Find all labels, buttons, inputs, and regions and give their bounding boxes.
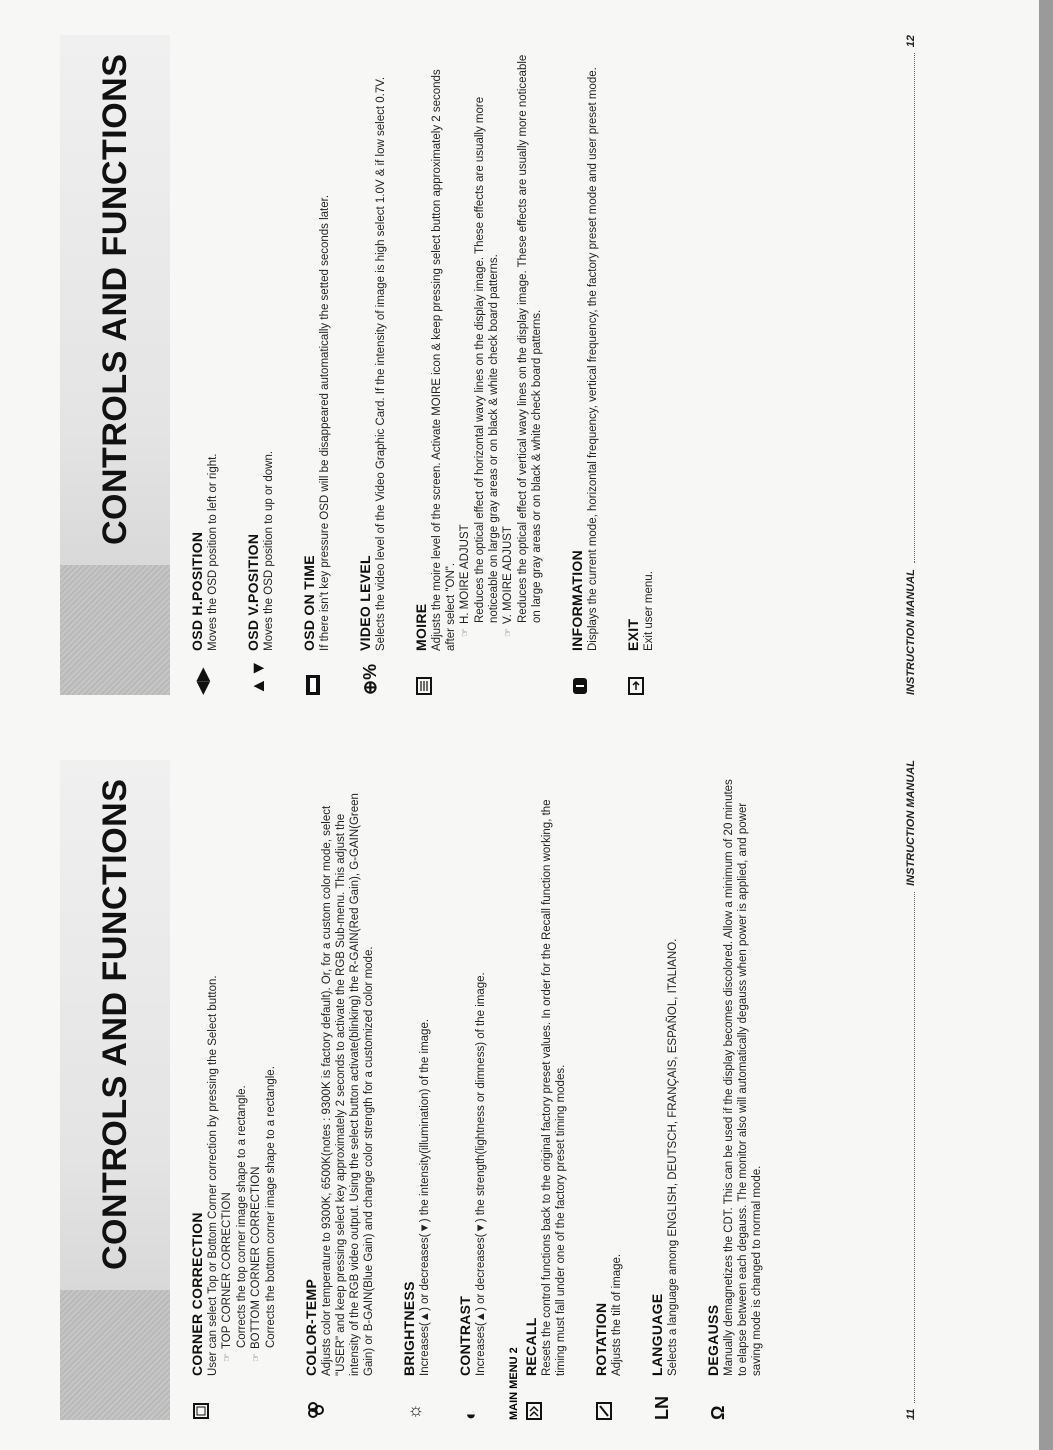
- entry-title: RECALL: [523, 1317, 539, 1376]
- information-icon: [570, 651, 600, 695]
- brightness-icon: ☼: [404, 1403, 424, 1420]
- sub-label: V. MOIRE ADJUST: [502, 526, 514, 625]
- entry-moire: MOIRE Adjusts the moire level of the screen. Activate MOIRE icon & keep pressing select button approximately 2 seconds after select "ON". ☞H. MOIRE ADJUST Reduces the optical effect of horizontal wavy lines on the display image. These effects are usually more noticeable on large gray areas or on black & white check board patterns. ☞V. MOIRE ADJUST Reduces the optical effect of vertical wavy lines on the display image. These effects are usually more noticeable on large gray areas or on black & white check board patterns.: [414, 45, 544, 695]
- contrast-icon: ◐: [460, 1409, 480, 1420]
- sub-label: TOP CORNER CORRECTION: [221, 1192, 233, 1350]
- rotation-icon: [594, 1376, 624, 1420]
- entry-text: Moves the OSD position to left or right.: [207, 453, 219, 651]
- entry-list: [190, 45, 682, 695]
- entry-color-temp: [304, 770, 376, 1420]
- video-level-icon: ⊕%: [360, 663, 380, 695]
- page-left: [0, 725, 1053, 1450]
- page-footer: [905, 35, 917, 695]
- entry-language: [650, 770, 680, 1420]
- entry-title: DEGAUSS: [705, 1304, 721, 1376]
- entry-title: MOIRE: [413, 603, 429, 651]
- entry-title: OSD ON TIME: [301, 555, 317, 651]
- entry-text: If there isn't key pressure OSD will be disappeared automatically the setted seconds later.: [319, 194, 331, 651]
- footer-label: INSTRUCTION MANUAL: [905, 569, 917, 695]
- entry-brightness: [402, 770, 432, 1420]
- entry-degauss: [706, 770, 764, 1420]
- entry-text: Increases(▲) or decreases(▼) the strength(lightness or dimness) of the image.: [475, 972, 487, 1376]
- corner-correction-icon: [190, 1376, 278, 1420]
- osd-h-position-icon: ◀▶: [192, 667, 212, 695]
- entry-corner-correction: CORNER CORRECTION User can select Top or Bottom Corner correction by pressing the Select button. ☞TOP CORNER CORRECTION Corrects the top corner image shape to a rectangle. ☞BOTTOM CORNER CORRECTION Corrects the bottom corner image shape to a rectangle.: [190, 770, 278, 1420]
- entry-title: CONTRAST: [457, 1295, 473, 1376]
- entry-title: OSD H.POSITION: [189, 531, 205, 651]
- entry-video-level: [358, 45, 388, 695]
- sub-label: H. MOIRE ADJUST: [459, 524, 471, 625]
- entry-text: Adjusts the moire level of the screen. Activate MOIRE icon & keep pressing select button approximately 2 seconds after select "ON".: [431, 69, 457, 651]
- osd-on-time-icon: [302, 651, 332, 695]
- page-title: CONTROLS AND FUNCTIONS: [95, 53, 134, 545]
- entry-contrast: [458, 770, 488, 1420]
- entry-recall: [524, 770, 568, 1420]
- footer-label: INSTRUCTION MANUAL: [905, 760, 917, 886]
- entry-text: Moves the OSD position to up or down.: [263, 450, 275, 651]
- entry-rotation: [594, 770, 624, 1420]
- entry-text: Displays the current mode, horizontal frequency, vertical frequency, the factory preset mode and user preset mode.: [587, 67, 599, 651]
- sub-text: Corrects the top corner image shape to a rectangle.: [236, 1085, 248, 1348]
- page-title: CONTROLS AND FUNCTIONS: [95, 778, 134, 1270]
- entry-text: Selects a language among ENGLISH, DEUTSCH, FRANÇAIS, ESPAÑOL, ITALIANO.: [667, 938, 679, 1376]
- entry-list: [190, 770, 790, 1420]
- entry-title: COLOR-TEMP: [303, 1278, 319, 1376]
- entry-information: [570, 45, 600, 695]
- color-temp-icon: [304, 1376, 376, 1420]
- entry-text: Adjusts color temperature to 9300K, 6500K(notes : 9300K is factory default). Or, for a custom color mode, select "USER" and keep pressing select key approximately 2 seconds to activate the RGB Sub-menu. This adjust the intensity of the RGB video output. Using the select button activate(blinking) the R-GAIN(Red Gain), G-GAIN(Green Gain) or B-GAIN(Blue Gain) and change color strength for a customized color mode.: [321, 793, 375, 1376]
- entry-osd-h-position: [190, 45, 220, 695]
- entry-text: Adjusts the tilt of image.: [611, 1253, 623, 1376]
- degauss-icon: Ω: [708, 1405, 728, 1420]
- entry-osd-v-position: [246, 45, 276, 695]
- entry-exit: [626, 45, 656, 695]
- entry-text: Increases(▲) or decreases(▼) the intensity(illumination) of the image.: [419, 1018, 431, 1376]
- sub-text: Corrects the bottom corner image shape to a rectangle.: [265, 1066, 277, 1348]
- sub-text: Reduces the optical effect of vertical wavy lines on the display image. These effects are usually more noticeable on large gray areas or on black & white check board patterns.: [517, 54, 543, 623]
- entry-title: ROTATION: [593, 1302, 609, 1376]
- moire-icon: [414, 651, 544, 695]
- entry-title: CORNER CORRECTION: [189, 1212, 205, 1376]
- entry-title: INFORMATION: [569, 549, 585, 651]
- entry-text: Exit user menu.: [643, 571, 655, 651]
- section-label: MAIN MENU 2: [508, 1347, 520, 1420]
- page-number: 12: [905, 35, 917, 48]
- page-header: [60, 760, 170, 1420]
- entry-title: OSD V.POSITION: [245, 533, 261, 651]
- entry-title: LANGUAGE: [649, 1293, 665, 1376]
- page-number: 11: [905, 1408, 917, 1420]
- osd-v-position-icon: ▲▼: [248, 659, 268, 695]
- entry-title: BRIGHTNESS: [401, 1281, 417, 1376]
- sub-text: Reduces the optical effect of horizontal wavy lines on the display image. These effects are usually more noticeable on large gray areas or on black & white check board patterns.: [474, 96, 500, 623]
- entry-text: Resets the control functions back to the original factory preset values. In order for the Recall function working, the timing must fall under one of the factory preset timing modes.: [541, 799, 567, 1376]
- page-footer: [905, 760, 917, 1420]
- sub-label: BOTTOM CORNER CORRECTION: [250, 1166, 262, 1350]
- entry-text: Selects the video level of the Video Graphic Card. If the intensity of image is high select 1.0V & if low select 0.7V.: [375, 76, 387, 651]
- recall-icon: [524, 1376, 568, 1420]
- entry-title: VIDEO LEVEL: [357, 555, 373, 651]
- exit-icon: [626, 651, 656, 695]
- language-icon: LN: [652, 1396, 672, 1420]
- entry-title: EXIT: [625, 618, 641, 651]
- entry-text: Manually demagnetizes the CDT. This can be used if the display becomes discolored. Allow a minimum of 20 minutes to elapse between each degauss. The monitor also will automatically degauss when power is applied, and power saving mode is changed to normal mode.: [723, 779, 763, 1376]
- entry-osd-on-time: [302, 45, 332, 695]
- entry-text: User can select Top or Bottom Corner correction by pressing the Select button.: [207, 975, 219, 1376]
- page-header: [60, 35, 170, 695]
